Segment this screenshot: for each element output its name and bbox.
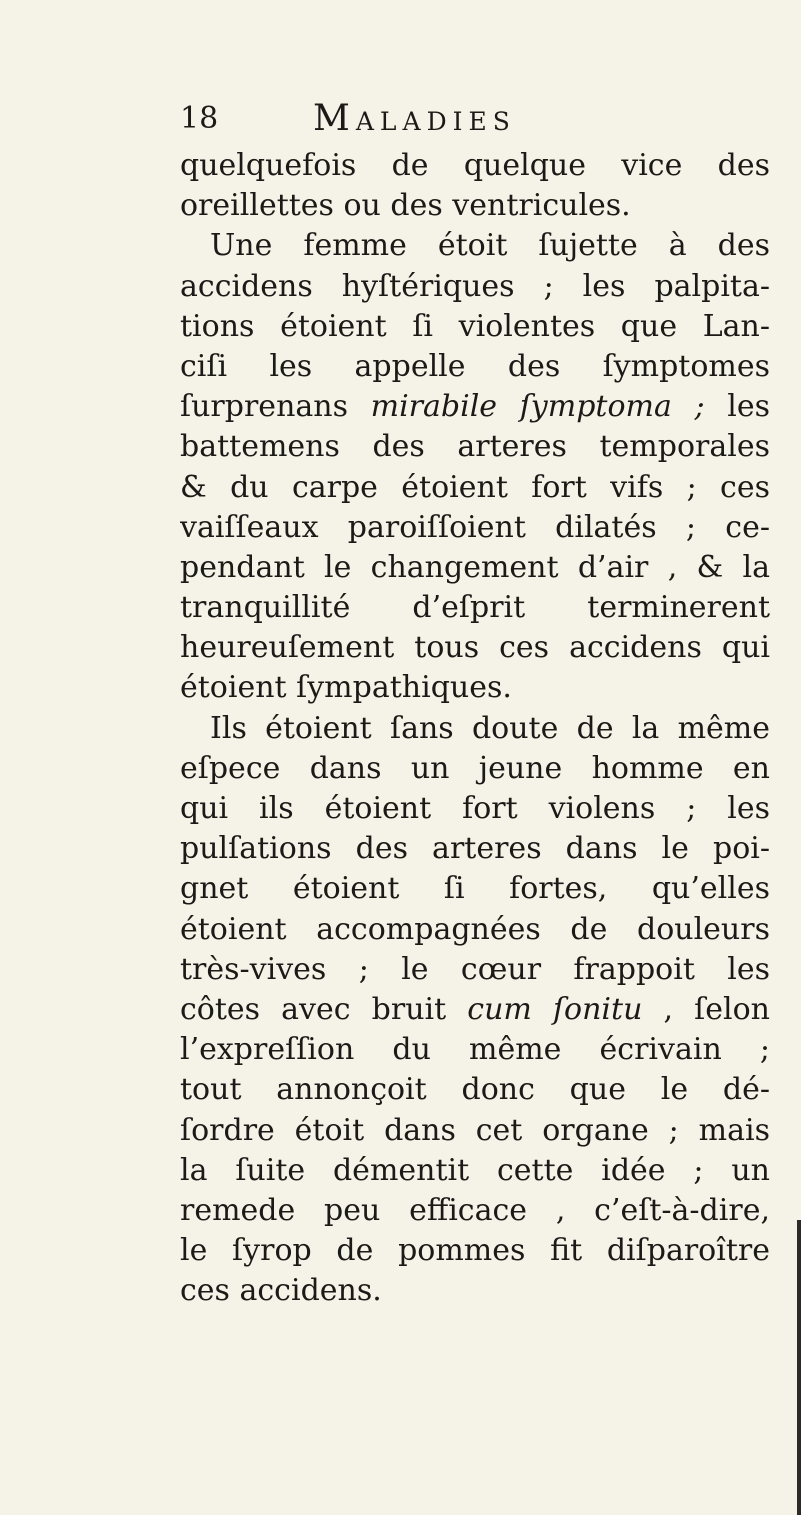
text-line-with-latin [180,387,770,427]
paragraph-start-line: Ils étoient ſans doute de la même [210,710,770,746]
text-line: pendant le changement d’air , & la [180,549,770,585]
text-line: ſordre étoit dans cet organe ; mais [180,1112,770,1148]
paragraph-start-line: Une femme étoit ſujette à des [210,228,770,264]
page-header [180,94,780,144]
text-line: oreillettes ou des ventricules. [180,188,631,224]
text-fragment: ſurprenans [180,389,371,425]
text-fragment: les [704,389,770,425]
text-line: ciſi les appelle des ſymptomes [180,348,770,384]
text-line: tions étoient ſi violentes que Lan- [180,308,770,344]
body-text [180,146,770,1311]
text-line: & du carpe étoient fort vifs ; ces [180,469,770,505]
text-line-with-latin [180,990,770,1030]
text-line: tout annonçoit donc que le dé- [180,1072,770,1108]
page-number: 18 [180,101,219,136]
text-line: accidens hyſtériques ; les palpita- [180,268,770,304]
latin-quote: mirabile ſymptoma ; [370,389,705,425]
text-line: pulſations des arteres dans le poi- [180,831,770,867]
text-fragment: côtes avec bruit [180,991,468,1027]
text-line: vaiſſeaux paroiſſoient dilatés ; ce- [180,509,770,545]
text-line: quelquefois de quelque vice des [180,148,770,183]
text-line: remede peu efficace , c’eſt-à-dire, [180,1192,770,1228]
text-line: battemens des arteres temporales [180,429,770,465]
text-line: le ſyrop de pommes fit diſparoître [180,1233,770,1269]
text-line: eſpece dans un jeune homme en [180,750,770,786]
text-line: heureuſement tous ces accidens qui [180,630,770,666]
page-edge-shadow [797,1220,801,1515]
text-line: l’expreſſion du même écrivain ; [180,1032,770,1068]
text-line: tranquillité d’eſprit terminerent [180,590,770,626]
text-line: étoient ſympathiques. [180,670,512,706]
text-line: la ſuite démentit cette idée ; un [180,1152,770,1188]
text-line: ces accidens. [180,1273,382,1309]
latin-quote: cum ſonitu [467,991,643,1027]
text-fragment: , ſelon [642,991,770,1027]
text-line: qui ils étoient fort violens ; les [180,791,770,826]
text-line: très-vives ; le cœur frappoit les [180,951,770,987]
running-head: Maladies [313,98,516,139]
text-line: étoient accompagnées de douleurs [180,911,770,947]
text-line: gnet étoient ſi fortes, qu’elles [180,871,770,907]
